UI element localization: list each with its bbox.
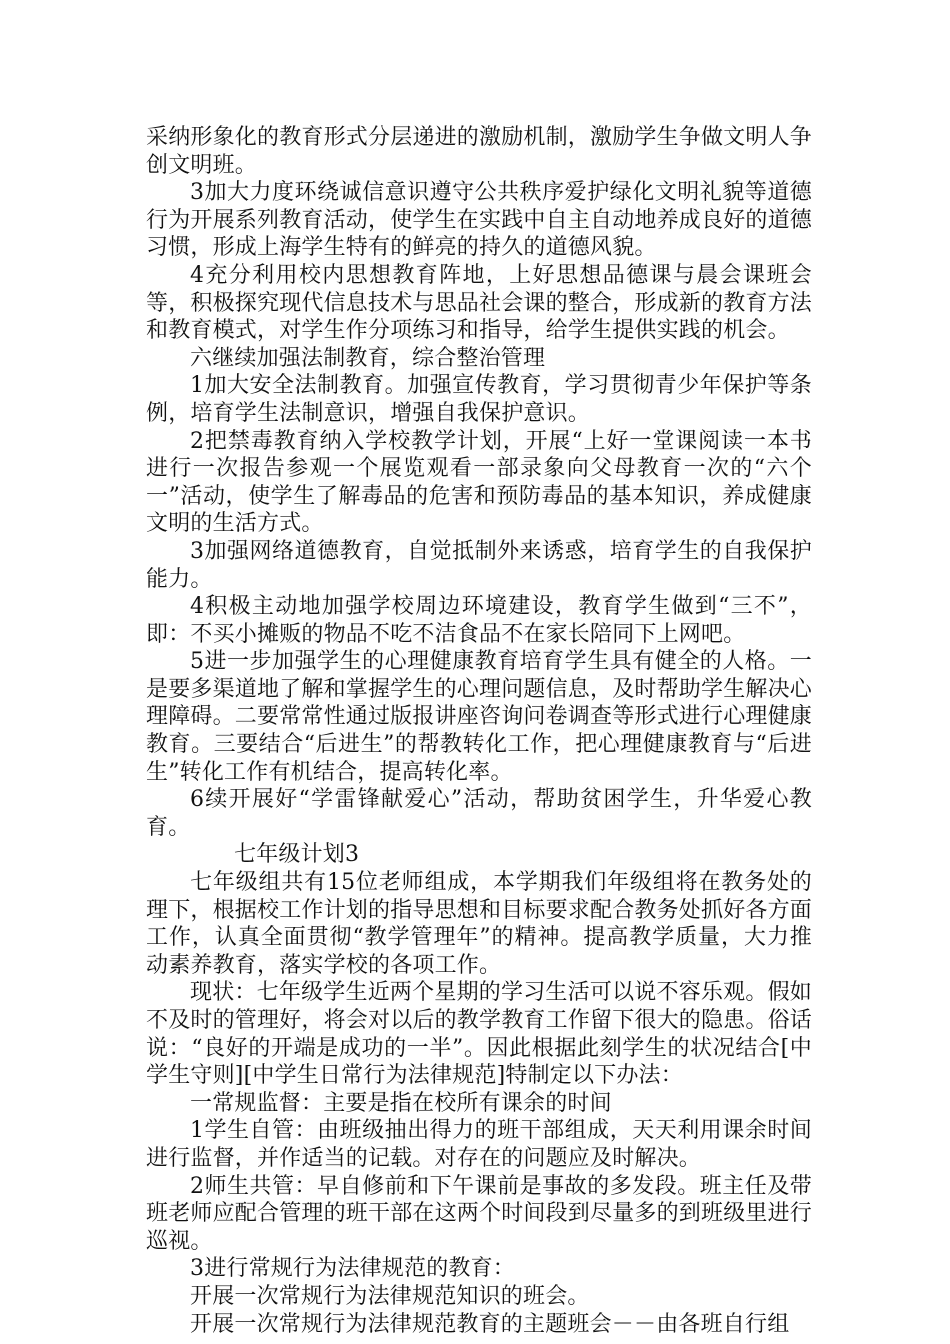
paragraph: 3加大力度环绕诚信意识遵守公共秩序爱护绿化文明礼貌等道德行为开展系列教育活动，使学生在实践中自主自动地养成良好的道德习惯，形成上海学生特有的鲜亮的持久的道德风貌。 [146, 180, 813, 261]
document-title: 七年级计划3 [234, 842, 360, 868]
document-body [146, 124, 812, 1338]
paragraph: 2把禁毒教育纳入学校教学计划，开展“上好一堂课阅读一本书进行一次报告参观一个展览观看一部录象向父母教育一次的“六个一”活动，使学生了解毒品的危害和预防毒品的基本知识，养成健康文明的生活方式。 [146, 428, 812, 537]
paragraph: 2师生共管：早自修前和下午课前是事故的多发段。班主任及带班老师应配合管理的班干部在这两个时间段到尽量多的到班级里进行巡视。 [146, 1173, 813, 1254]
section-heading: 六继续加强法制教育，综合整治管理 [190, 345, 546, 371]
paragraph: 1加大安全法制教育。加强宣传教育，学习贯彻青少年保护等条例，培育学生法制意识，增强自我保护意识。 [146, 373, 812, 426]
paragraph: 5进一步加强学生的心理健康教育培育学生具有健全的人格。一是要多渠道地了解和掌握学生的心理问题信息，及时帮助学生解决心理障碍。二要常常性通过版报讲座咨询问卷调查等形式进行心理健康教育。三要结合“后进生”的帮教转化工作，把心理健康教育与“后进生”转化工作有机结合，提高转化率。 [146, 649, 813, 785]
paragraph: 开展一次常规行为法律规范知识的班会。 [190, 1283, 590, 1309]
paragraph: 1学生自管：由班级抽出得力的班干部组成，天天利用课余时间进行监督，并作适当的记载。对存在的问题应及时解决。 [146, 1118, 812, 1171]
paragraph: 采纳形象化的教育形式分层递进的激励机制，激励学生争做文明人争创文明班。 [146, 125, 813, 178]
section-heading: 一常规监督：主要是指在校所有课余的时间 [190, 1090, 612, 1116]
paragraph: 3加强网络道德教育，自觉抵制外来诱惑，培育学生的自我保护能力。 [146, 538, 812, 592]
paragraph: 4充分利用校内思想教育阵地，上好思想品德课与晨会课班会等，积极探究现代信息技术与思品社会课的整合，形成新的教育方法和教育模式，对学生作分项练习和指导，给学生提供实践的机会。 [146, 262, 813, 344]
paragraph: 6续开展好“学雷锋献爱心”活动，帮助贫困学生，升华爱心教育。 [146, 787, 812, 840]
paragraph: 开展一次常规行为法律规范教育的主题班会－－由各班自行组 [190, 1311, 790, 1337]
paragraph: 4积极主动地加强学校周边环境建设，教育学生做到“三不”，即：不买小摊贩的物品不吃不洁食品不在家长陪同下上网吧。 [146, 594, 812, 647]
paragraph: 七年级组共有15位老师组成，本学期我们年级组将在教务处的理下，根据校工作计划的指导思想和目标要求配合教务处抓好各方面工作，认真全面贯彻“教学管理年”的精神。提高教学质量，大力推动素养教育，落实学校的各项工作。 [146, 870, 813, 978]
paragraph: 现状：七年级学生近两个星期的学习生活可以说不容乐观。假如不及时的管理好，将会对以后的教学教育工作留下很大的隐患。俗话说：“良好的开端是成功的一半”。因此根据此刻学生的状况结合[中学生守则][中学生日常行为法律规范]特制定以下办法： [146, 980, 813, 1089]
paragraph: 3进行常规行为法律规范的教育： [190, 1256, 515, 1282]
